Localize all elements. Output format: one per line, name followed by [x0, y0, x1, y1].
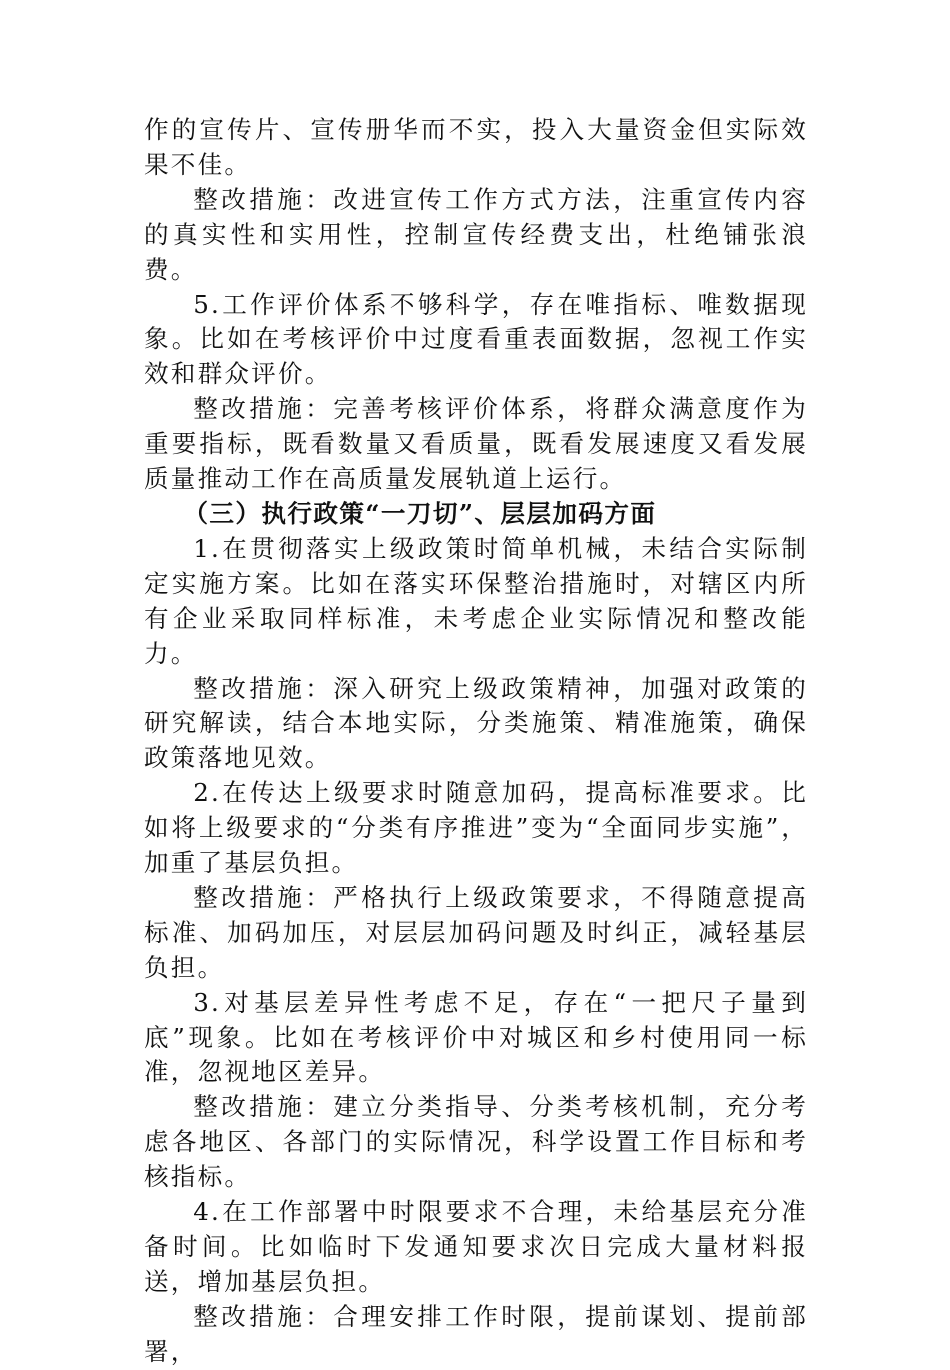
paragraph-rectification-2: 整改措施：严格执行上级政策要求，不得随意提高标准、加码加压，对层层加码问题及时纠正，减轻基层负担。 [144, 882, 808, 982]
paragraph-rectification-evaluation: 整改措施：完善考核评价体系，将群众满意度作为重要指标，既看数量又看质量，既看发展速度又看发展质量推动工作在高质量发展轨道上运行。 [144, 394, 808, 494]
paragraph-issue-1: 1.在贯彻落实上级政策时简单机械，未结合实际制定实施方案。比如在落实环保整治措施时，对辖区内所有企业采取同样标准，未考虑企业实际情况和整改能力。 [144, 533, 808, 668]
paragraph-rectification-publicity: 整改措施：改进宣传工作方式方法，注重宣传内容的真实性和实用性，控制宣传经费支出，杜绝铺张浪费。 [144, 184, 808, 284]
paragraph-rectification-4: 整改措施：合理安排工作时限，提前谋划、提前部署， [144, 1301, 808, 1366]
paragraph-issue-5: 5.工作评价体系不够科学，存在唯指标、唯数据现象。比如在考核评价中过度看重表面数据，忽视工作实效和群众评价。 [144, 289, 808, 389]
paragraph-issue-3: 3.对基层差异性考虑不足，存在“一把尺子量到底”现象。比如在考核评价中对城区和乡村使用同一标准，忽视地区差异。 [144, 987, 808, 1087]
paragraph-issue-2: 2.在传达上级要求时随意加码，提高标准要求。比如将上级要求的“分类有序推进”变为“全面同步实施”，加重了基层负担。 [144, 778, 808, 878]
paragraph-continuation: 作的宣传片、宣传册华而不实，投入大量资金但实际效果不佳。 [144, 115, 808, 179]
paragraph-issue-4: 4.在工作部署中时限要求不合理，未给基层充分准备时间。比如临时下发通知要求次日完成大量材料报送，增加基层负担。 [144, 1197, 808, 1296]
document-page [144, 113, 808, 1370]
paragraph-rectification-3: 整改措施：建立分类指导、分类考核机制，充分考虑各地区、各部门的实际情况，科学设置工作目标和考核指标。 [144, 1092, 808, 1192]
section-heading-3: （三）执行政策“一刀切”、层层加码方面 [183, 498, 657, 528]
paragraph-rectification-1: 整改措施：深入研究上级政策精神，加强对政策的研究解读，结合本地实际，分类施策、精准施策，确保政策落地见效。 [144, 673, 808, 773]
